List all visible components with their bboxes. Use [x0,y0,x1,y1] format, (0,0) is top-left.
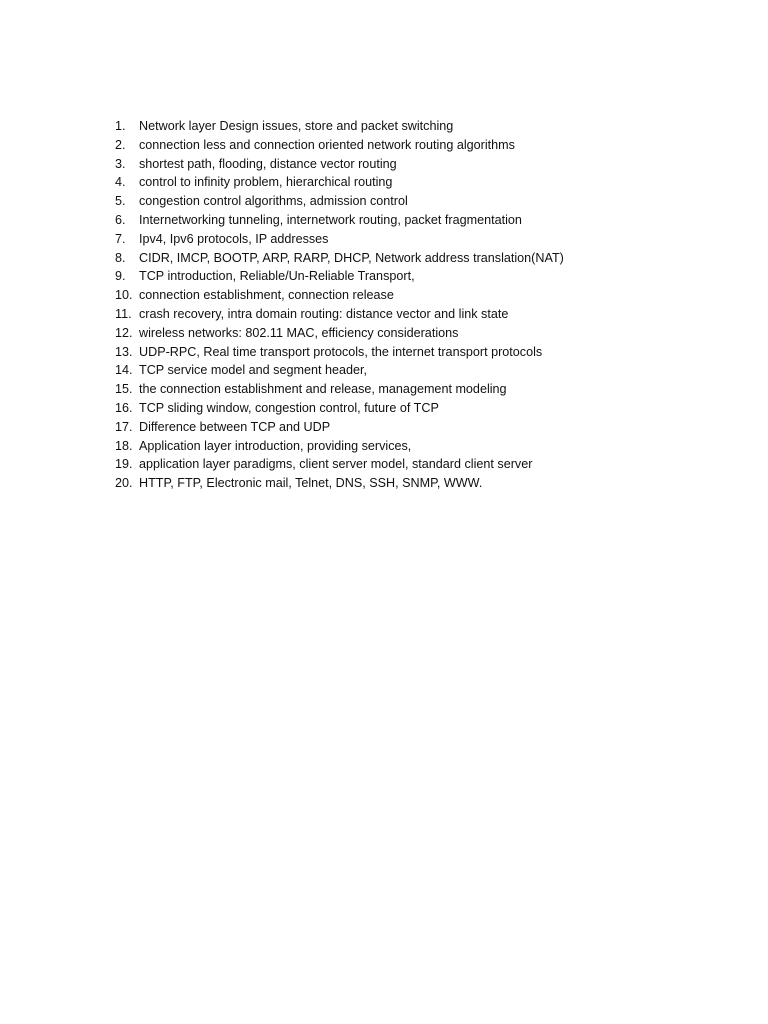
list-item-text: Ipv4, Ipv6 protocols, IP addresses [139,231,329,246]
list-item-text: UDP-RPC, Real time transport protocols, the internet transport protocols [139,344,543,359]
list-item [115,117,735,136]
list-item [115,361,735,380]
list-item-number: 18. [115,438,133,453]
list-item [115,136,735,155]
list-item-text: crash recovery, intra domain routing: distance vector and link state [139,306,509,321]
list-item-number: 4. [115,175,126,190]
list-item-text: Application layer introduction, providing services, [139,438,412,453]
list-item [115,324,735,343]
list-item-number: 3. [115,156,126,171]
list-item-number: 9. [115,269,126,284]
list-item [115,230,735,249]
list-item-number: 7. [115,231,126,246]
list-item-number: 15. [115,382,133,397]
list-item-number: 13. [115,344,133,359]
list-item-text: connection establishment, connection release [139,288,394,303]
list-item-number: 1. [115,119,126,133]
list-item [115,192,735,211]
list-item [115,437,735,456]
list-item-number: 11. [115,306,132,321]
list-item-text: application layer paradigms, client server model, standard client server [139,457,533,472]
topic-list [115,117,735,493]
list-item [115,211,735,230]
list-item-number: 20. [115,476,133,491]
list-item-text: the connection establishment and release, management modeling [139,382,507,397]
list-item-text: TCP sliding window, congestion control, future of TCP [139,400,439,415]
list-item-number: 19. [115,457,133,472]
list-item-number: 14. [115,363,133,378]
list-item-text: congestion control algorithms, admission control [139,194,408,209]
list-item [115,267,735,286]
list-item-text: shortest path, flooding, distance vector routing [139,156,397,171]
list-item-text: Network layer Design issues, store and packet switching [139,119,454,133]
list-item-number: 16. [115,400,133,415]
list-item-text: Internetworking tunneling, internetwork routing, packet fragmentation [139,212,522,227]
list-item-text: wireless networks: 802.11 MAC, efficiency considerations [139,325,459,340]
list-item-number: 2. [115,137,126,152]
list-item-number: 17. [115,419,133,434]
list-item-text: TCP service model and segment header, [139,363,367,378]
list-item-text: HTTP, FTP, Electronic mail, Telnet, DNS, SSH, SNMP, WWW. [139,476,483,491]
list-item [115,343,735,362]
list-item-number: 6. [115,212,126,227]
list-item [115,305,735,324]
list-item-number: 8. [115,250,126,265]
list-item [115,155,735,174]
list-item-number: 5. [115,194,126,209]
list-item-text: TCP introduction, Reliable/Un-Reliable Transport, [139,269,415,284]
list-item [115,455,735,474]
list-item [115,474,735,493]
list-item-text: control to infinity problem, hierarchical routing [139,175,393,190]
list-item [115,418,735,437]
list-item-number: 10. [115,288,133,303]
list-item [115,399,735,418]
list-item-text: connection less and connection oriented network routing algorithms [139,137,515,152]
list-item-number: 12. [115,325,133,340]
list-item-text: Difference between TCP and UDP [139,419,331,434]
list-item [115,249,735,268]
list-item [115,380,735,399]
list-item [115,286,735,305]
list-item [115,173,735,192]
list-item-text: CIDR, IMCP, BOOTP, ARP, RARP, DHCP, Network address translation(NAT) [139,250,564,265]
